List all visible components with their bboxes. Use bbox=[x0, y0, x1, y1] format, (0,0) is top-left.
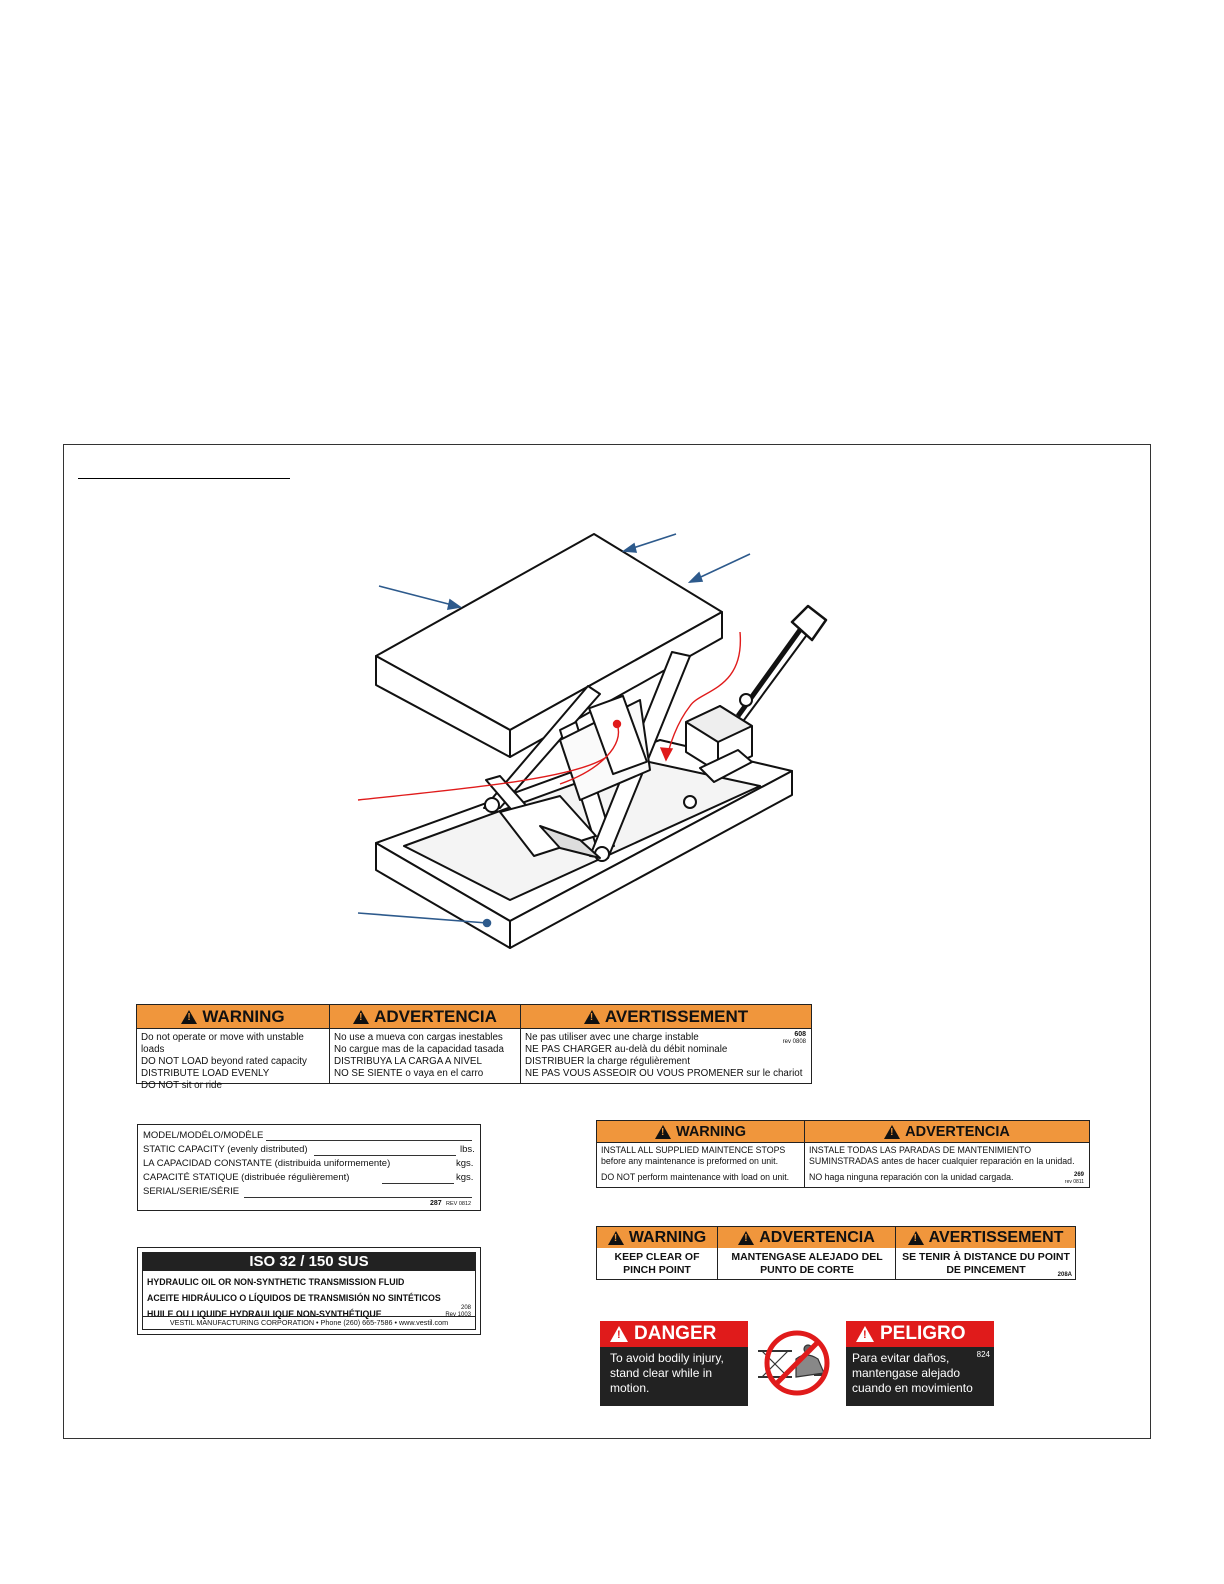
english-instructions: Do not operate or move with unstable loads DO NOT LOAD beyond rated capacity DISTRIBUTE LOAD EVENLY DO NOT sit or ride bbox=[141, 1032, 307, 1091]
danger-header: ! DANGER bbox=[600, 1321, 748, 1347]
warning-triangle-icon bbox=[584, 1010, 600, 1024]
warning-triangle-icon bbox=[908, 1231, 924, 1245]
warning-triangle-icon bbox=[608, 1231, 624, 1245]
advertencia-header: ! ADVERTENCIA bbox=[718, 1227, 895, 1248]
static-capacity-field: STATIC CAPACITY (evenly distributed) bbox=[143, 1144, 308, 1155]
no-riding-icon bbox=[748, 1321, 846, 1406]
capacity-warning-label bbox=[136, 1004, 812, 1091]
oil-grade-title: ISO 32 / 150 SUS bbox=[143, 1253, 475, 1271]
label-code: 824 bbox=[976, 1350, 990, 1359]
danger-text-es: Para evitar daños, mantengase alejado cuando en movimiento bbox=[852, 1351, 973, 1395]
spanish-instructions: No use a mueva con cargas inestables No cargue mas de la capacidad tasada DISTRIBUYA LA CARGA A NIVEL NO SE SIENTE o vaya en el carro bbox=[334, 1032, 504, 1079]
capacite-field: CAPACITÉ STATIQUE (distribuée régulièrement) bbox=[143, 1172, 350, 1183]
manufacturer-footer: VESTIL MANUFACTURING CORPORATION • Phone (260) 665-7586 • www.vestil.com bbox=[143, 1316, 475, 1329]
label-code: 208A bbox=[1057, 1272, 1072, 1278]
pinch-point-label: ! WARNING ! ADVERTENCIA ! AVERTISSEMENT KEEP CLEAR OF PINCH POINT MANTENGASE ALEJADO DEL PUNTO DE CORTE SE TENIR À DISTANCE DU POINT DE PINCEMENT 208A bbox=[596, 1226, 1076, 1280]
warning-triangle-icon bbox=[655, 1125, 671, 1139]
danger-label bbox=[600, 1321, 994, 1406]
label-rev: Rev 1003 bbox=[445, 1312, 471, 1318]
advertencia-header: ! ADVERTENCIA bbox=[805, 1121, 1089, 1142]
peligro-header: ! PELIGRO bbox=[846, 1321, 994, 1347]
advertencia-header: ! ADVERTENCIA bbox=[330, 1005, 520, 1028]
label-code: 287 bbox=[430, 1200, 442, 1207]
label-rev: rev 0811 bbox=[1064, 1179, 1084, 1185]
label-code: 208 bbox=[460, 1305, 471, 1311]
capacidad-field: LA CAPACIDAD CONSTANTE (distribuida uniformemente) bbox=[143, 1158, 391, 1169]
warning-triangle-icon bbox=[884, 1125, 900, 1139]
avertissement-header: ! AVERTISSEMENT bbox=[521, 1005, 811, 1028]
serial-field: SERIAL/SERIE/SÉRIE bbox=[143, 1186, 240, 1197]
warning-header: ! WARNING bbox=[597, 1121, 804, 1142]
maintenance-warning-label: ! WARNING ! ADVERTENCIA INSTALL ALL SUPPLIED MAINTENCE STOPS before any maintenance is preformed on unit. DO NOT perform maintenance with load on unit. INSTALE TODAS LAS PARADAS DE MANTENIMIENTO SUMINSTRADAS antes de hacer cualquier reparación en la unidad. NO haga ninguna reparación con la unidad cargada. 269 rev 0811 bbox=[596, 1120, 1090, 1188]
danger-text-en: To avoid bodily injury, stand clear while in motion. bbox=[610, 1351, 724, 1395]
warning-triangle-icon bbox=[738, 1231, 754, 1245]
label-code: 269 bbox=[1073, 1172, 1084, 1178]
warning-header: ! WARNING bbox=[597, 1227, 717, 1248]
model-plate-label: MODEL/MODÉLO/MODÈLE STATIC CAPACITY (evenly distributed) lbs. LA CAPACIDAD CONSTANTE (distribuida uniformemente) kgs. CAPACITÉ STATIQUE (distribuée régulièrement) kgs. SERIAL/SERIE/SÉRIE 287 REV 0812 bbox=[137, 1124, 481, 1211]
warning-triangle-icon bbox=[353, 1010, 369, 1024]
hydraulic-oil-label: ISO 32 / 150 SUS HYDRAULIC OIL OR NON-SYNTHETIC TRANSMISSION FLUID ACEITE HIDRÁULICO O LÍQUIDOS DE TRANSMISIÓN NO SINTÉTICOS HUILE OU LIQUIDE HYDRAULIQUE NON-SYNTHÉTIQUE 208 Rev 1003 VESTIL MANUFACTURING CORPORATION • Phone (260) 665-7586 • www.vestil.com bbox=[137, 1247, 481, 1335]
danger-triangle-icon bbox=[856, 1326, 874, 1342]
warning-triangle-icon bbox=[181, 1010, 197, 1024]
no-riding-pictogram bbox=[748, 1321, 846, 1406]
label-rev: REV 0812 bbox=[446, 1201, 472, 1207]
model-field: MODEL/MODÉLO/MODÈLE bbox=[143, 1130, 264, 1141]
warning-header: ! WARNING bbox=[137, 1005, 329, 1028]
label-rev: rev 0808 bbox=[782, 1039, 806, 1045]
french-instructions: Ne pas utiliser avec une charge instable NE PAS CHARGER au-delà du débit nominale DISTRIBUER la charge régulièrement NE PAS VOUS ASSEOIR OU VOUS PROMENER sur le chariot bbox=[525, 1032, 803, 1079]
danger-triangle-icon bbox=[610, 1326, 628, 1342]
avertissement-header: ! AVERTISSEMENT bbox=[896, 1227, 1075, 1248]
label-code: 608 bbox=[794, 1031, 806, 1038]
